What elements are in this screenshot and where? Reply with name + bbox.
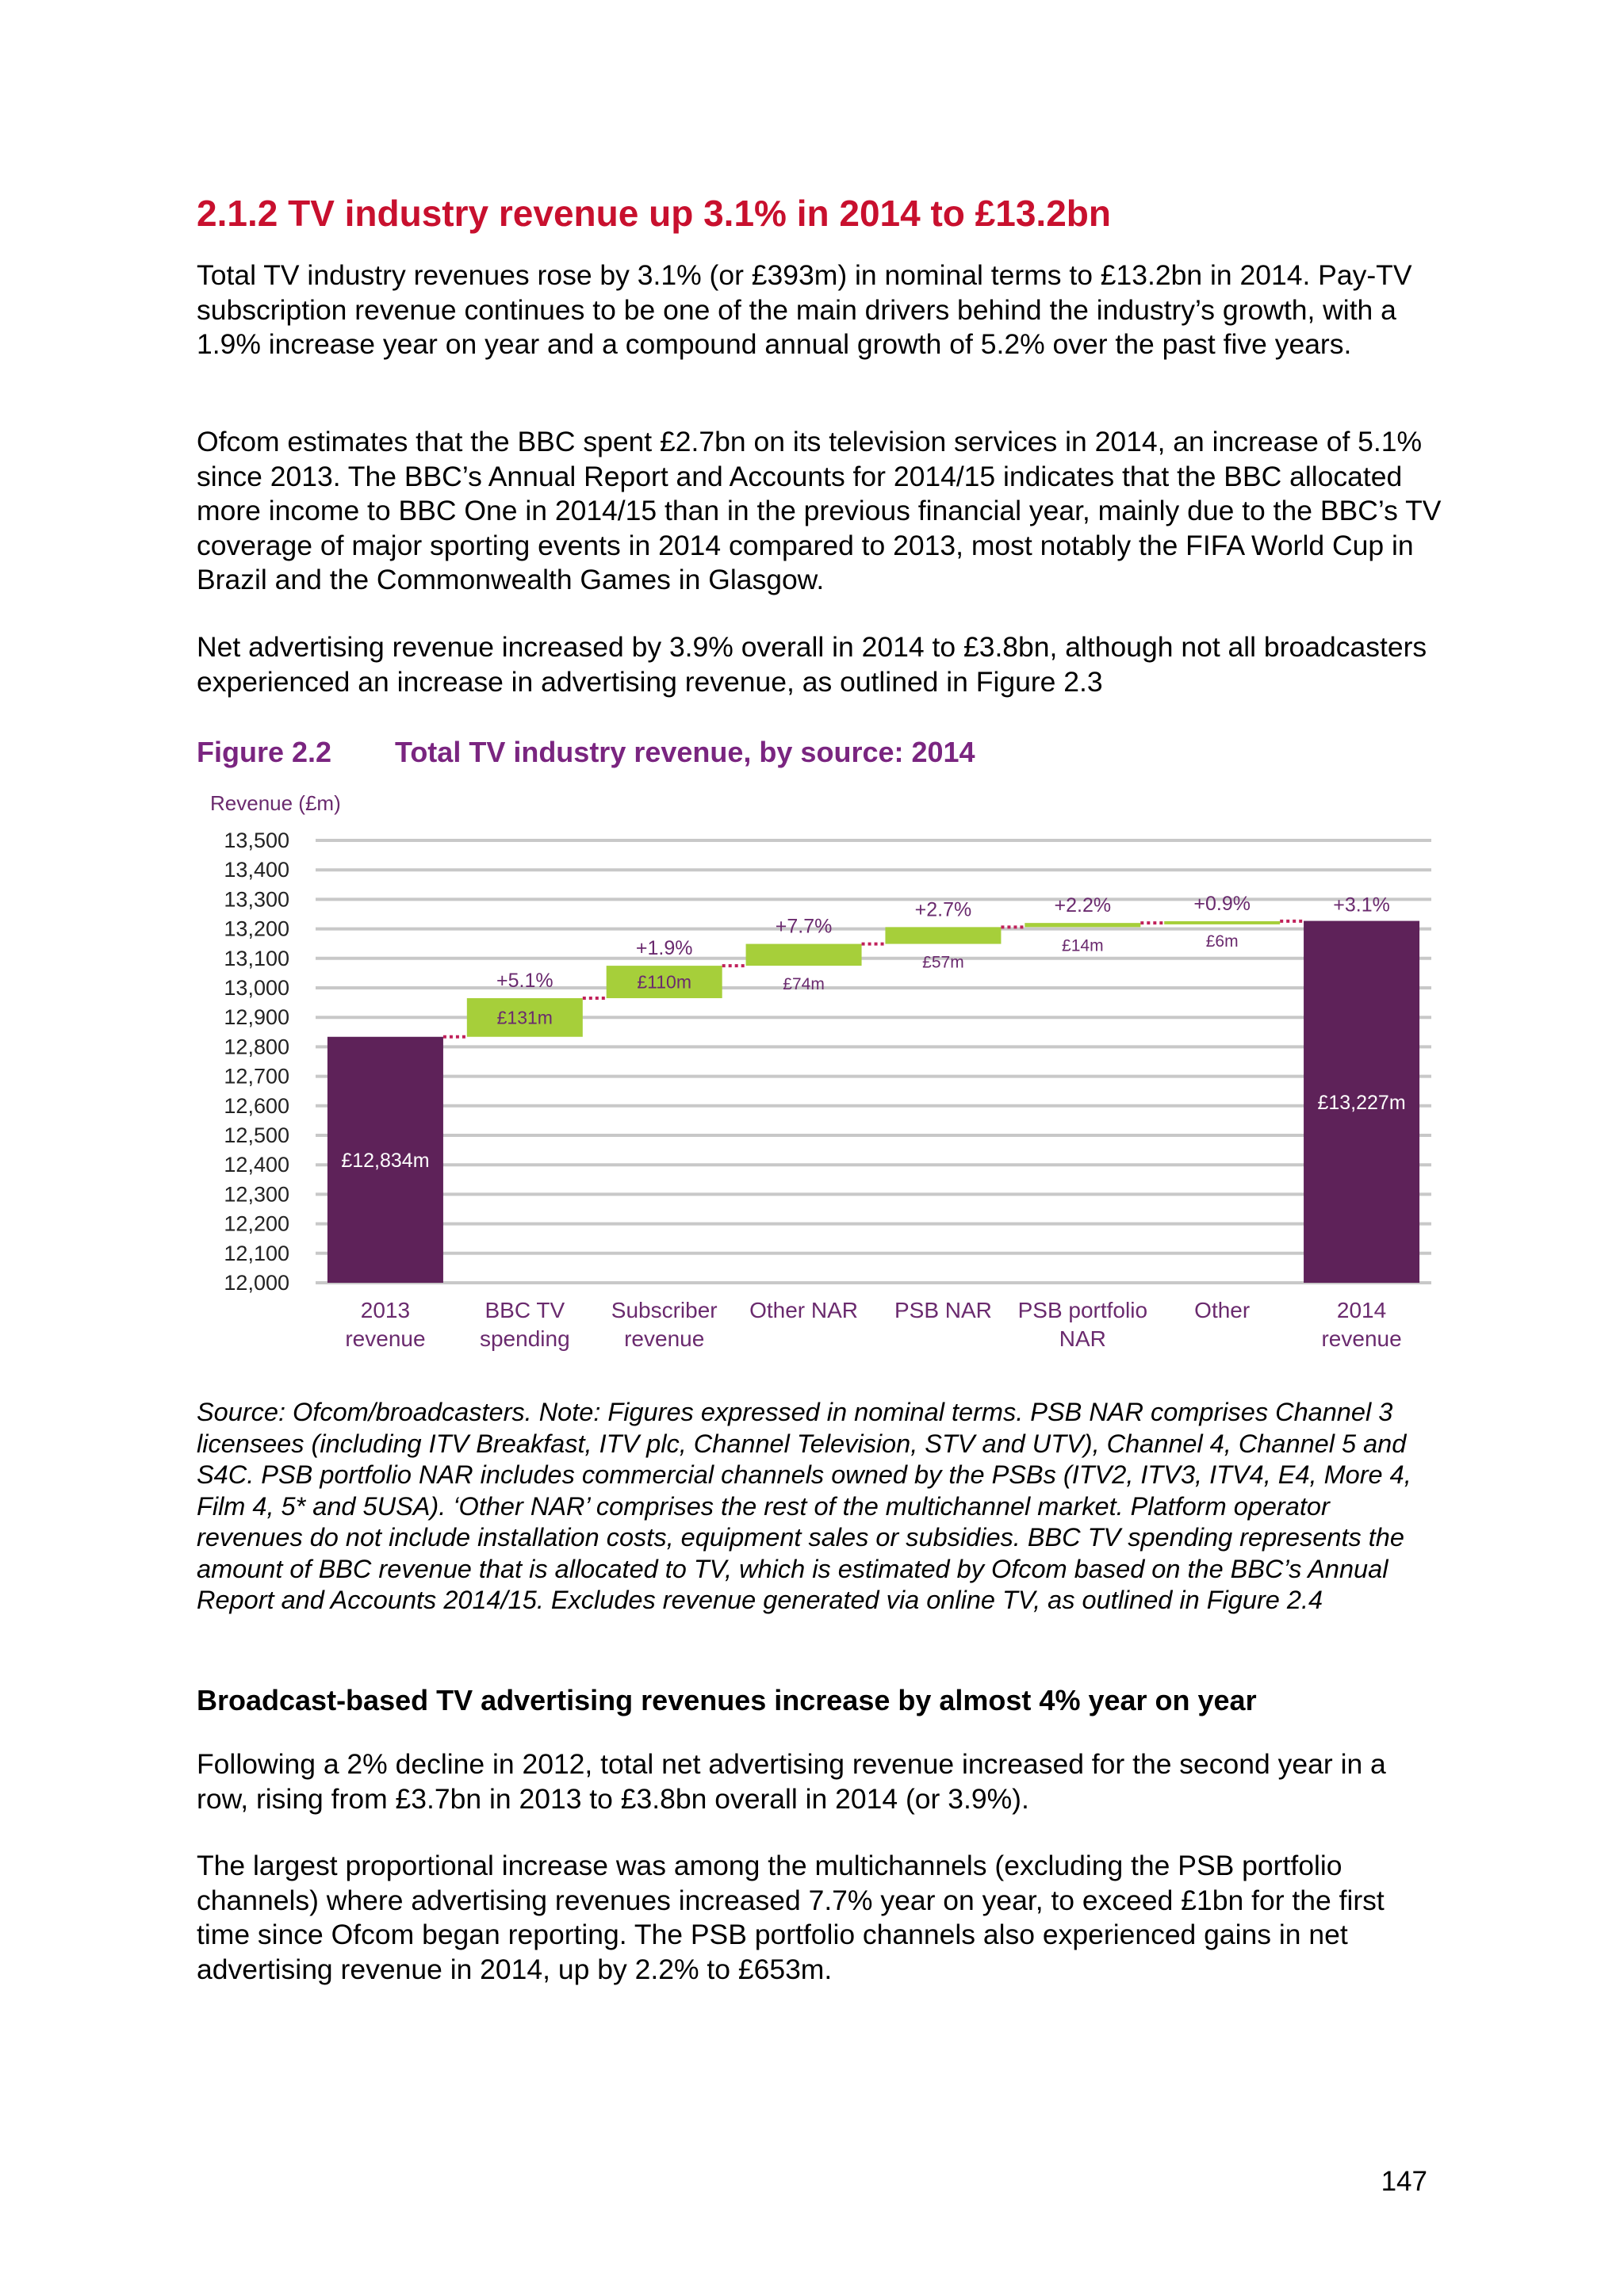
figure-number: Figure 2.2 xyxy=(197,736,332,768)
y-tick-label: 13,500 xyxy=(224,828,289,852)
x-category-label: BBC TV xyxy=(485,1298,565,1322)
y-tick-label: 13,400 xyxy=(224,858,289,882)
y-tick-label: 12,700 xyxy=(224,1064,289,1089)
paragraph-4: Following a 2% decline in 2012, total net advertising revenue increased for the second year in a row, rising from £3.7bn in 2013 to £3.8bn overall in 2014 (or 3.9%). xyxy=(197,1748,1386,1815)
x-category-label: spending xyxy=(479,1326,570,1351)
x-category-label: PSB NAR xyxy=(894,1298,992,1322)
x-category-label: 2014 xyxy=(1336,1298,1387,1322)
y-tick-label: 13,100 xyxy=(224,946,289,970)
paragraph-1: Total TV industry revenues rose by 3.1% (or £393m) in nominal terms to £13.2bn in 2014. Pay-TV subscription revenue continues to be one of the main drivers behind the industry’s growth, with a 1.9% increase year on year and a compound annual growth of 5.2% over the past five years. xyxy=(197,259,1412,360)
section-heading: 2.1.2 TV industry revenue up 3.1% in 2014 to £13.2bn xyxy=(197,193,1111,234)
page-number: 147 xyxy=(1381,2166,1427,2197)
bar-value-label: £57m xyxy=(922,953,964,972)
chart-canvas xyxy=(190,785,1443,1364)
x-category-label: revenue xyxy=(345,1326,426,1351)
bar-value-label: £13,227m xyxy=(1317,1091,1406,1114)
y-tick-label: 12,100 xyxy=(224,1241,289,1265)
y-tick-label: 13,200 xyxy=(224,916,289,941)
bar-3 xyxy=(746,944,862,966)
bar-pct-label: +2.7% xyxy=(914,898,972,921)
x-category-label: Other xyxy=(1194,1298,1251,1322)
y-tick-label: 12,800 xyxy=(224,1035,289,1059)
y-tick-label: 12,500 xyxy=(224,1123,289,1147)
y-tick-label: 12,000 xyxy=(224,1271,289,1295)
bar-value-label: £14m xyxy=(1062,936,1104,955)
x-category-label: revenue xyxy=(624,1326,705,1351)
paragraph-2: Ofcom estimates that the BBC spent £2.7bn on its television services in 2014, an increase of 5.1% since 2013. The BBC’s Annual Report and Accounts for 2014/15 indicates that the BBC allocated more income to BBC One in 2014/15 than in the previous financial year, mainly due to the BBC’s TV coverage of major sporting events in 2014 compared to 2013, most notably the FIFA World Cup in Brazil and the Commonwealth Games in Glasgow. xyxy=(197,426,1442,595)
bar-value-label: £131m xyxy=(496,1007,553,1028)
y-axis-label: Revenue (£m) xyxy=(210,791,341,815)
revenue-waterfall-chart xyxy=(190,785,1443,1364)
y-tick-label: 12,400 xyxy=(224,1153,289,1177)
x-category-label: Other NAR xyxy=(749,1298,859,1322)
paragraph-5: The largest proportional increase was among the multichannels (excluding the PSB portfolio channels) where advertising revenues increased 7.7% year on year, to exceed £1bn for the first time since Ofcom began reporting. The PSB portfolio channels also experienced gains in net advertising revenue in 2014, up by 2.2% to £653m. xyxy=(197,1850,1385,1985)
x-category-label: revenue xyxy=(1321,1326,1402,1351)
x-category-label: Subscriber xyxy=(611,1298,718,1322)
x-category-label: NAR xyxy=(1059,1326,1106,1351)
y-tick-label: 12,300 xyxy=(224,1182,289,1207)
bar-value-label: £12,834m xyxy=(341,1149,430,1172)
y-tick-label: 12,600 xyxy=(224,1093,289,1118)
x-category-label: 2013 xyxy=(360,1298,411,1322)
x-category-label: PSB portfolio xyxy=(1017,1298,1148,1322)
bar-pct-label: +2.2% xyxy=(1054,894,1112,917)
bar-pct-label: +5.1% xyxy=(496,970,553,993)
bar-value-label: £6m xyxy=(1205,932,1239,951)
bar-pct-label: +3.1% xyxy=(1333,894,1390,916)
subheading: Broadcast-based TV advertising revenues increase by almost 4% year on year xyxy=(197,1684,1257,1716)
bar-5 xyxy=(1025,923,1140,927)
bar-pct-label: +1.9% xyxy=(635,937,693,960)
bar-value-label: £74m xyxy=(783,975,825,994)
y-tick-label: 12,200 xyxy=(224,1211,289,1236)
y-tick-label: 13,300 xyxy=(224,887,289,912)
bar-6 xyxy=(1164,921,1280,924)
bar-4 xyxy=(885,927,1001,943)
figure-title: Total TV industry revenue, by source: 2014 xyxy=(395,736,975,768)
source-note: Source: Ofcom/broadcasters. Note: Figures expressed in nominal terms. PSB NAR comprises Channel 3 licensees (including ITV Breakfast, ITV plc, Channel Television, STV and UTV), Channel 4, Channel 5 and S4C. PSB portfolio NAR includes commercial channels owned by the PSBs (ITV2, ITV3, ITV4, E4, More 4, Film 4, 5* and 5USA). ‘Other NAR’ comprises the rest of the multichannel market. Platform operator revenues do not include installation costs, equipment sales or subsidies. BBC TV spending represents the amount of BBC revenue that is allocated to TV, which is estimated by Ofcom based on the BBC’s Annual Report and Accounts 2014/15. Excludes revenue generated via online TV, as outlined in Figure 2.4 xyxy=(197,1398,1411,1614)
bar-pct-label: +0.9% xyxy=(1193,892,1251,915)
bar-pct-label: +7.7% xyxy=(775,915,833,938)
y-tick-label: 12,900 xyxy=(224,1005,289,1030)
paragraph-3: Net advertising revenue increased by 3.9% overall in 2014 to £3.8bn, although not all broadcasters experienced an increase in advertising revenue, as outlined in Figure 2.3 xyxy=(197,631,1427,698)
bar-value-label: £110m xyxy=(637,971,691,993)
figure-heading xyxy=(197,736,975,769)
y-tick-label: 13,000 xyxy=(224,976,289,1000)
